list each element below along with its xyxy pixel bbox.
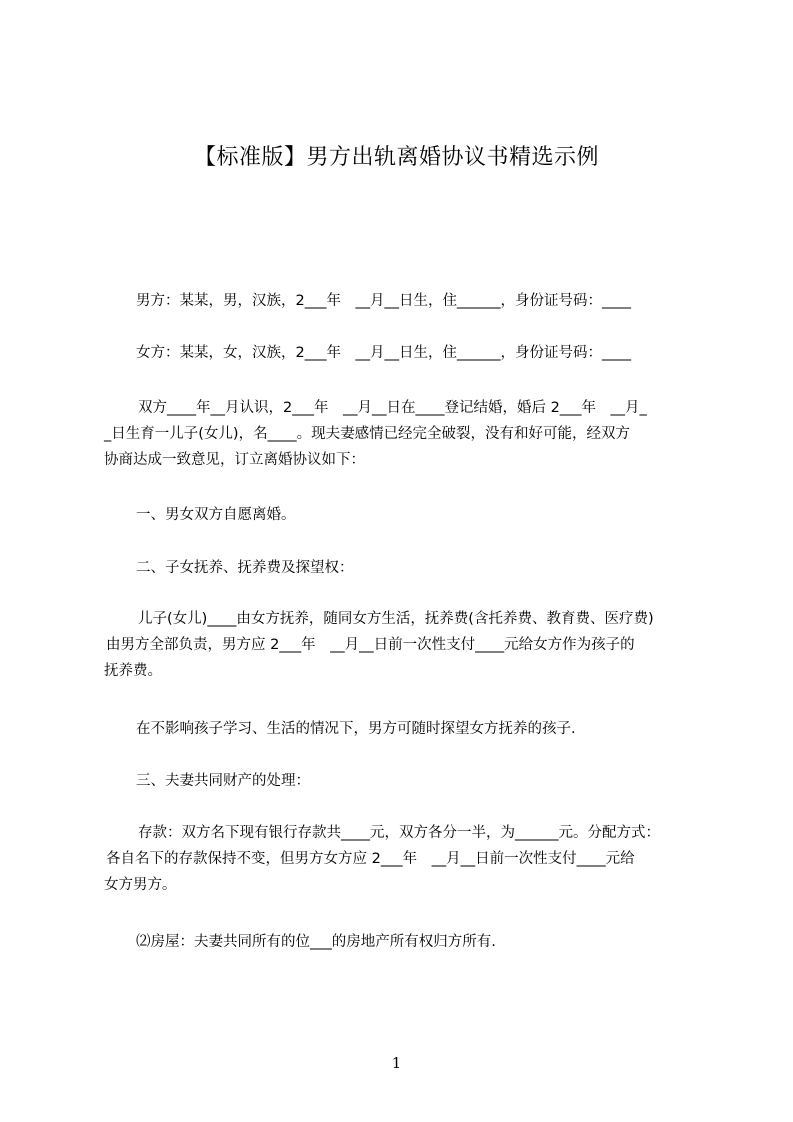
visitation-line: 在不影响孩子学习、生活的情况下，男方可随时探望女方抚养的孩子. (136, 721, 576, 737)
clause-2-heading (104, 555, 704, 581)
deposit-line: 存款：双方名下现有银行存款共____元，双方各分一半，为______元。分配方式： (138, 825, 660, 841)
intro-paragraph (104, 395, 704, 473)
deposit-line: 女方男方。 (104, 877, 177, 893)
custody-paragraph (104, 606, 704, 684)
clause-2-line: 二、子女抚养、抚养费及探望权： (136, 560, 354, 576)
wife-info-line: 女方：某某，女，汉族，2___年 __月__日生，住______，身份证号码：____ (136, 345, 631, 361)
intro-line: _日生育一儿子(女儿)，名____。现夫妻感情已经完全破裂，没有和好可能，经双方 (104, 426, 631, 442)
house-line: ⑵房屋：夫妻共同所有的位___的房地产所有权归方所有. (136, 934, 496, 950)
page-number: 1 (391, 1054, 402, 1072)
visitation-paragraph (104, 716, 704, 742)
intro-line: 协商达成一致意见，订立离婚协议如下： (104, 452, 365, 468)
clause-1-line: 一、男女双方自愿离婚。 (136, 507, 296, 523)
husband-info (104, 288, 704, 314)
document-title: 【标准版】男方出轨离婚协议书精选示例 (193, 145, 599, 170)
custody-line: 由男方全部负责，男方应 2___年 __月__日前一次性支付____元给女方作为孩子的 (106, 637, 635, 653)
intro-line: 双方____年__月认识，2___年 __月__日在____登记结婚，婚后 2___年 __月_ (138, 400, 647, 416)
clause-1 (104, 502, 704, 528)
clause-3-line: 三、夫妻共同财产的处理： (136, 773, 310, 789)
custody-line: 儿子(女儿)____由女方抚养，随同女方生活，抚养费(含托养费、教育费、医疗费) (138, 611, 654, 627)
clause-3-heading (104, 768, 704, 794)
wife-info (104, 340, 704, 366)
custody-line: 抚养费。 (104, 663, 162, 679)
house-paragraph (104, 929, 704, 955)
husband-info-line: 男方：某某，男，汉族，2___年 __月__日生，住______，身份证号码：____ (136, 293, 631, 309)
deposit-paragraph (104, 820, 704, 898)
deposit-line: 各自名下的存款保持不变，但男方女方应 2___年 __月__日前一次性支付____元给 (106, 851, 635, 867)
